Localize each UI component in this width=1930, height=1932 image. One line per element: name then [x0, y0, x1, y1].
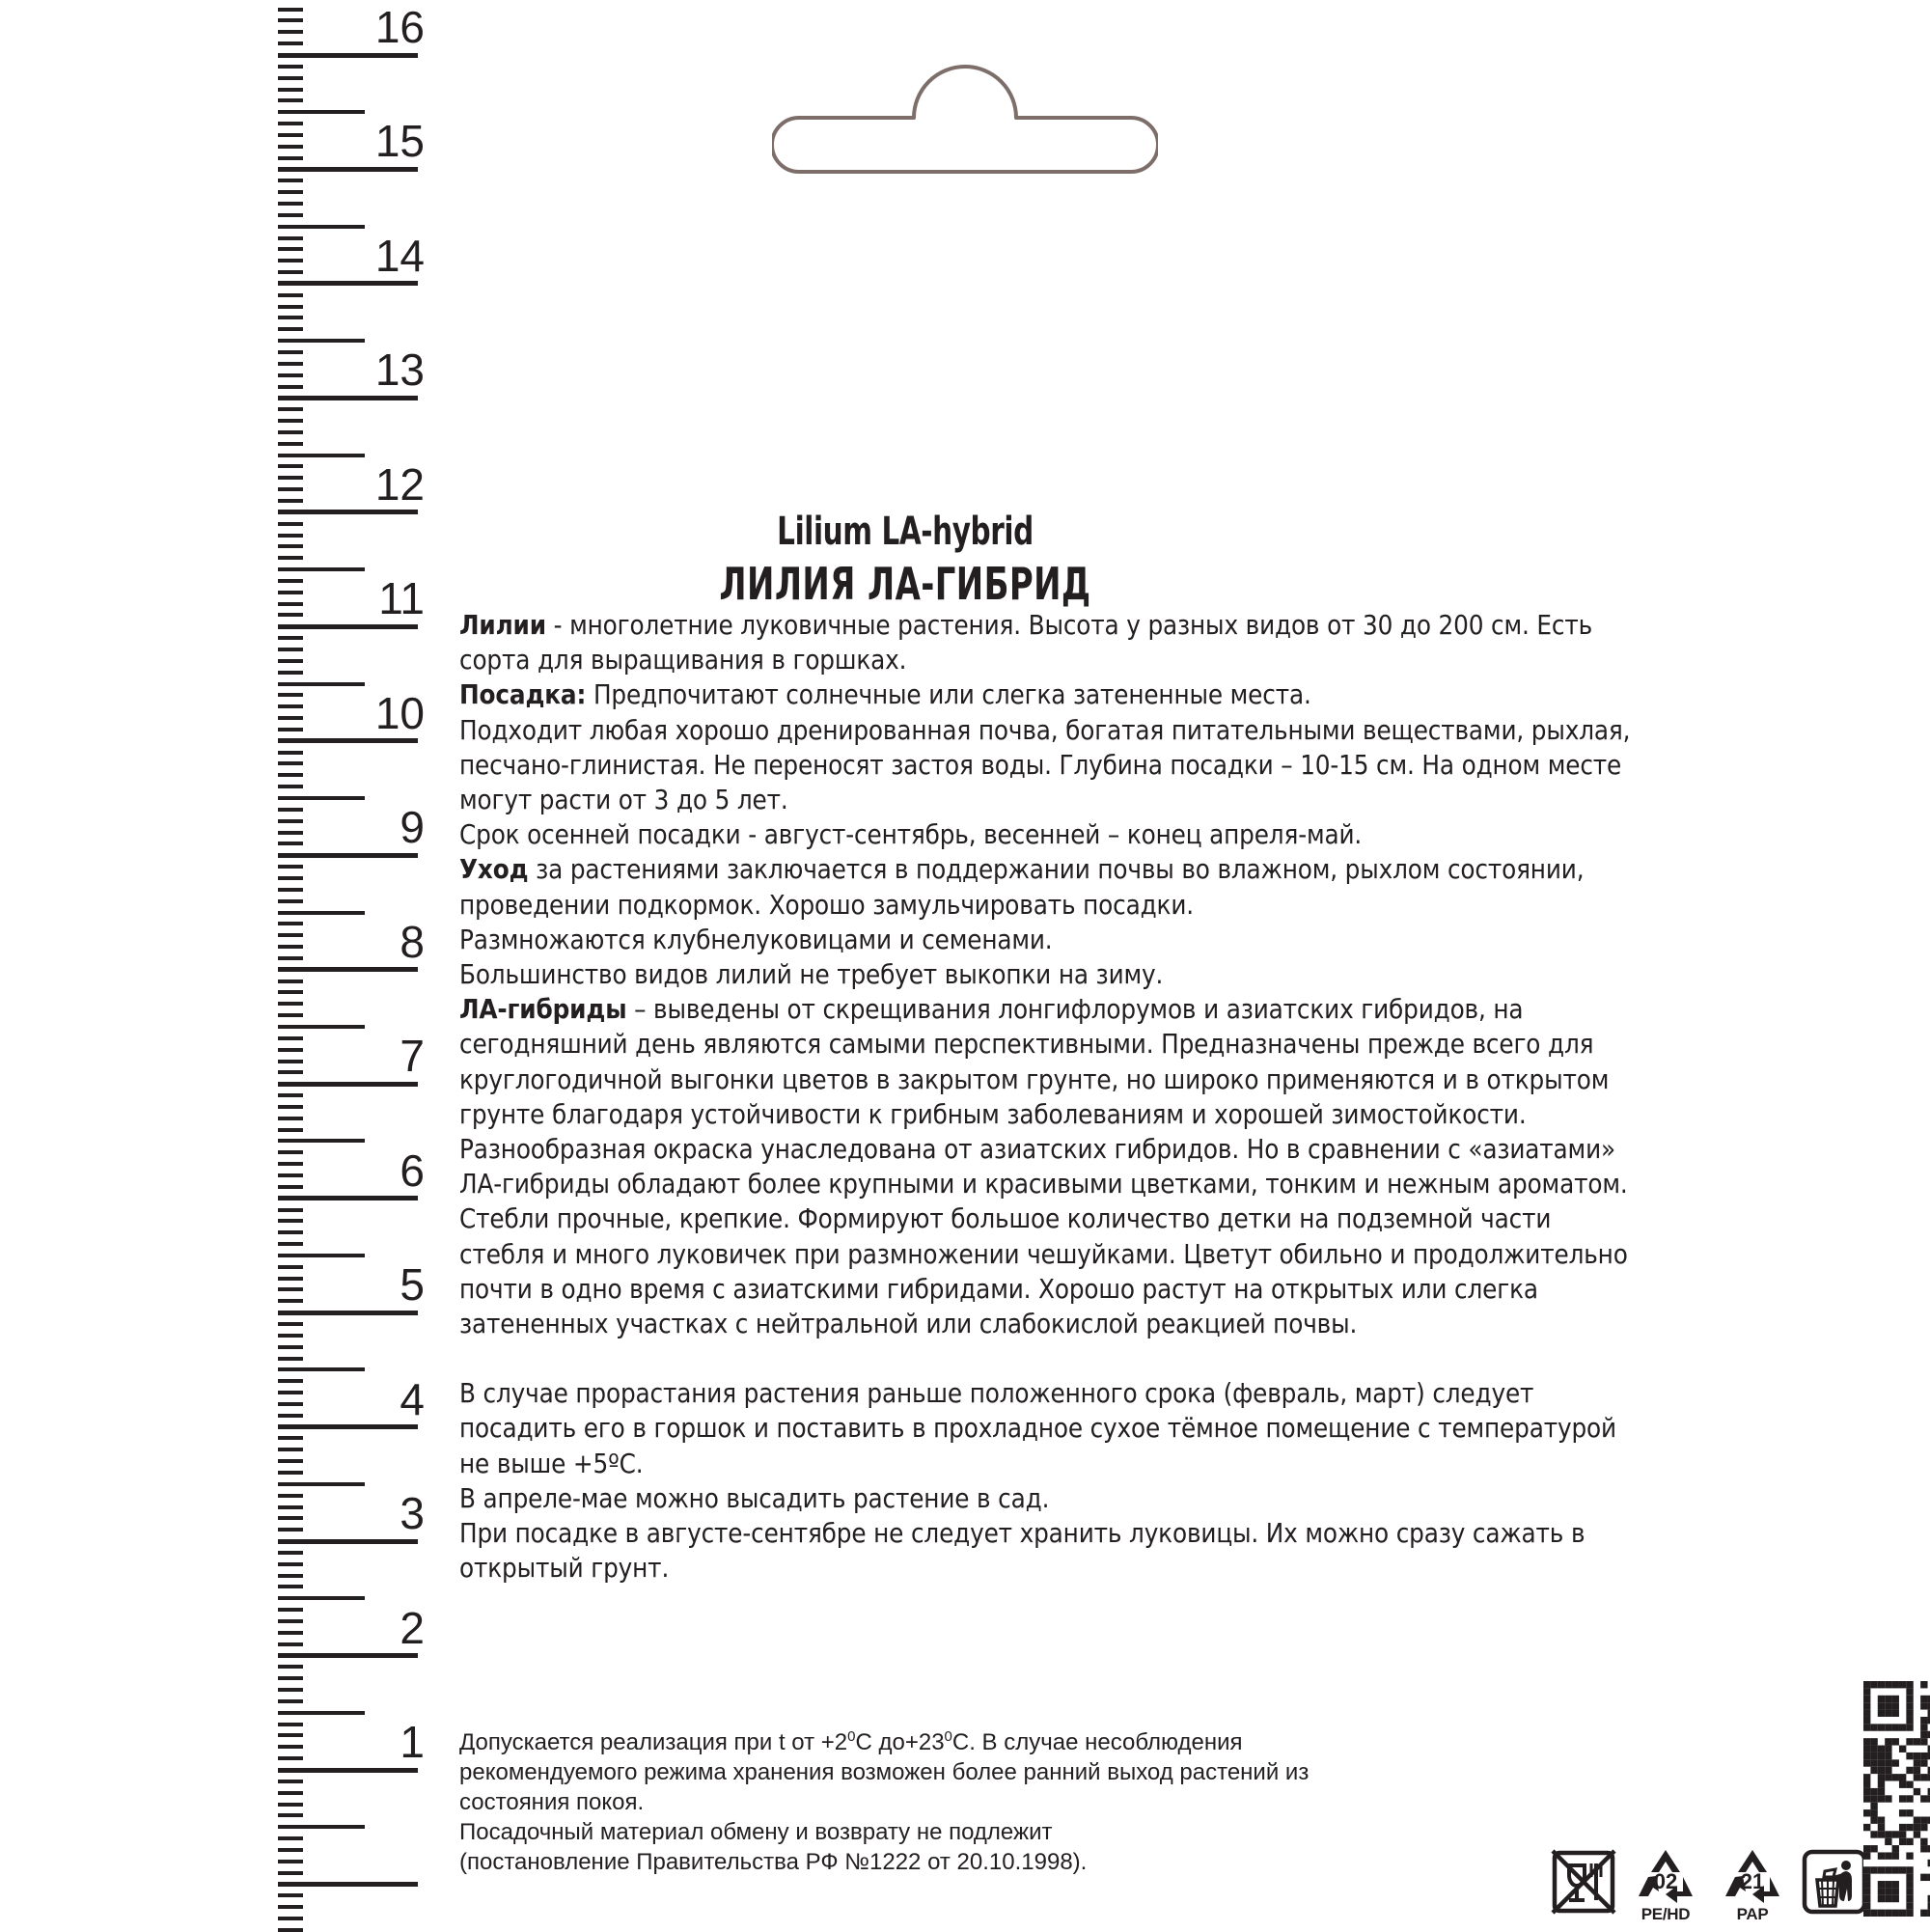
ruler-mm-tick [278, 888, 303, 892]
ruler-mm-tick [278, 1093, 303, 1097]
ruler-half-tick [278, 1825, 365, 1829]
ruler-mm-tick [278, 133, 303, 137]
ruler-cm-tick [278, 1768, 418, 1773]
ruler-mm-tick [278, 773, 303, 777]
ruler-mm-tick [278, 1471, 303, 1475]
ruler-mm-tick [278, 1287, 303, 1291]
ruler-mm-tick [278, 1676, 303, 1680]
pehd-number: 02 [1653, 1869, 1678, 1893]
ruler-mm-tick [278, 602, 303, 606]
ruler-mm-tick [278, 1117, 303, 1120]
ruler-label-3: 3 [400, 1488, 425, 1539]
ruler-half-tick [278, 454, 365, 457]
ruler-mm-tick [278, 579, 303, 583]
ruler-cm-tick [278, 738, 418, 743]
ruler-mm-tick [278, 1322, 303, 1326]
ruler-mm-tick [278, 1893, 303, 1897]
ruler-scale [0, 0, 454, 1930]
ruler-half-tick [278, 567, 365, 571]
ruler-mm-tick [278, 751, 303, 755]
ruler-mm-tick [278, 980, 303, 983]
ruler-cm-tick [278, 1539, 418, 1544]
tidyman-keep-clean-icon [1801, 1848, 1868, 1920]
ruler-mm-tick [278, 1688, 303, 1692]
ruler-mm-tick [278, 385, 303, 389]
ruler-mm-tick [278, 1608, 303, 1612]
ruler-mm-tick [278, 236, 303, 240]
ruler-half-tick [278, 1254, 365, 1257]
ruler-mm-tick [278, 76, 303, 80]
ruler-mm-tick [278, 1642, 303, 1646]
paragraph-lead: ЛА-гибриды [459, 994, 627, 1026]
ruler-half-tick [278, 225, 365, 229]
ruler-mm-tick [278, 487, 303, 491]
ruler-mm-tick [278, 556, 303, 560]
ruler-mm-tick [278, 693, 303, 697]
ruler-mm-tick [278, 1173, 303, 1177]
storage-temperature-note [459, 1727, 1328, 1757]
ruler-label-11: 11 [378, 573, 425, 624]
ruler-mm-tick [278, 293, 303, 297]
ruler-mm-tick [278, 362, 303, 366]
storage-note-line3: состояния покоя. [459, 1789, 645, 1815]
description-paragraph: В апреле-мае можно высадить растение в сад. [459, 1482, 1050, 1514]
ruler-mm-tick [278, 476, 303, 480]
ruler-mm-tick [278, 1048, 303, 1052]
ruler-mm-tick [278, 1060, 303, 1063]
ruler-half-tick [278, 1367, 365, 1371]
ruler-half-tick [278, 682, 365, 686]
ruler-mm-tick [278, 1562, 303, 1566]
ruler-mm-tick [278, 613, 303, 617]
ruler-half-tick [278, 1025, 365, 1029]
ruler-mm-tick [278, 1917, 303, 1920]
ruler-label-4: 4 [400, 1373, 425, 1424]
ruler-mm-tick [278, 122, 303, 125]
ruler-mm-tick [278, 1723, 303, 1726]
ruler-mm-tick [278, 1414, 303, 1418]
ruler-mm-tick [278, 145, 303, 149]
ruler-mm-tick [278, 350, 303, 354]
ruler-mm-tick [278, 1230, 303, 1234]
pehd-caption: PE/HD [1640, 1905, 1691, 1923]
ruler-mm-tick [278, 1402, 303, 1406]
ruler-label-9: 9 [400, 802, 425, 853]
ruler-label-2: 2 [400, 1602, 425, 1653]
ruler-mm-tick [278, 1665, 303, 1669]
description-paragraph: Срок осенней посадки - август-сентябрь, весенней – конец апреля-май. [459, 819, 1363, 851]
ruler-mm-tick [278, 865, 303, 869]
ruler-mm-tick [278, 190, 303, 194]
ruler-mm-tick [278, 956, 303, 960]
ruler-mm-tick [278, 8, 303, 12]
ruler-mm-tick [278, 1277, 303, 1281]
ruler-half-tick [278, 911, 365, 915]
ruler-mm-tick [278, 1334, 303, 1338]
ruler-mm-tick [278, 1459, 303, 1463]
ruler-cm-tick [278, 1082, 418, 1087]
legal-footer [459, 1727, 1328, 1877]
ruler-label-13: 13 [374, 345, 425, 396]
ruler-mm-tick [278, 1357, 303, 1361]
ruler-cm-tick [278, 167, 418, 172]
ruler-half-tick [278, 796, 365, 800]
ruler-mm-tick [278, 1516, 303, 1520]
ruler-mm-tick [278, 785, 303, 788]
paragraph-lead: Посадка: [459, 679, 587, 711]
ruler-cm-tick [278, 53, 418, 58]
ruler-mm-tick [278, 430, 303, 434]
ruler-cm-tick [278, 1882, 418, 1887]
ruler-half-tick [278, 110, 365, 114]
ruler-cm-tick [278, 1424, 418, 1429]
ruler-mm-tick [278, 1105, 303, 1109]
ruler-mm-tick [278, 407, 303, 411]
pap-caption: PAP [1736, 1905, 1769, 1923]
ruler-mm-tick [278, 1265, 303, 1269]
ruler-mm-tick [278, 1299, 303, 1303]
ruler-mm-tick [278, 808, 303, 812]
ruler-mm-tick [278, 316, 303, 319]
description-paragraph: При посадке в августе-сентябре не следует хранить луковицы. Их можно сразу сажать в открытый грунт. [459, 1518, 1585, 1585]
ruler-label-5: 5 [400, 1259, 425, 1311]
ruler-mm-tick [278, 65, 303, 69]
ruler-mm-tick [278, 41, 303, 45]
ruler-mm-tick [278, 591, 303, 594]
ruler-mm-tick [278, 88, 303, 92]
title-block [452, 510, 1359, 610]
ruler-mm-tick [278, 1745, 303, 1749]
ruler-mm-tick [278, 1836, 303, 1840]
ruler-mm-tick [278, 704, 303, 708]
ruler-half-tick [278, 1711, 365, 1715]
ruler-mm-tick [278, 1803, 303, 1807]
ruler-cm-tick [278, 624, 418, 629]
ruler-mm-tick [278, 842, 303, 845]
ruler-mm-tick [278, 1128, 303, 1132]
ruler-mm-tick [278, 1813, 303, 1817]
ruler-mm-tick [278, 1791, 303, 1795]
return-policy-line1: Посадочный материал обмену и возврату не подлежит [459, 1819, 1053, 1845]
ruler-label-10: 10 [374, 687, 425, 738]
ruler-mm-tick [278, 213, 303, 217]
temp-note-part1: Допускается реализация при t от +2 [459, 1729, 848, 1755]
recycle-pap-icon [1714, 1846, 1791, 1923]
description-paragraph: Посадка: Предпочитают солнечные или слегка затененные места. [459, 679, 1311, 711]
ruler-cm-tick [278, 1653, 418, 1658]
ruler-mm-tick [278, 98, 303, 102]
paragraph-gap [459, 1341, 1635, 1376]
ruler-mm-tick [278, 1619, 303, 1623]
ruler-mm-tick [278, 1013, 303, 1017]
ruler-mm-tick [278, 327, 303, 331]
ruler-mm-tick [278, 522, 303, 526]
ruler-mm-tick [278, 1551, 303, 1555]
description-paragraph: Большинство видов лилий не требует выкопки на зиму. [459, 959, 1164, 991]
temp-note-part2: С до+23 [855, 1729, 945, 1755]
recycle-pehd-icon [1627, 1846, 1704, 1923]
ruler-mm-tick [278, 1345, 303, 1349]
ruler-label-7: 7 [400, 1031, 425, 1082]
ruler-mm-tick [278, 442, 303, 446]
ruler-label-15: 15 [374, 116, 425, 167]
ruler-label-12: 12 [374, 458, 425, 510]
description-paragraph: Размножаются клубнелуковицами и семенами. [459, 924, 1053, 955]
ruler-mm-tick [278, 1391, 303, 1394]
ruler-mm-tick [278, 156, 303, 160]
ruler-mm-tick [278, 544, 303, 548]
ruler-mm-tick [278, 1699, 303, 1703]
ruler-mm-tick [278, 18, 303, 22]
pap-number: 21 [1740, 1869, 1765, 1893]
ruler-mm-tick [278, 671, 303, 675]
ruler-half-tick [278, 1139, 365, 1143]
ruler-mm-tick [278, 30, 303, 34]
not-for-food-contact-icon [1550, 1848, 1617, 1920]
ruler-mm-tick [278, 373, 303, 377]
ruler-mm-tick [278, 1036, 303, 1040]
ruler-label-6: 6 [400, 1145, 425, 1196]
description-paragraph: Подходит любая хорошо дренированная почва, богатая питательными веществами, рыхлая, песчано-глинистая. Не переносят застоя воды. Глубина посадки – 10-15 см. На одном месте могут расти от 3 до 5 лет. [459, 714, 1631, 816]
marking-icons [1550, 1812, 1839, 1923]
ruler-mm-tick [278, 899, 303, 903]
storage-note-line2: рекомендуемого режима хранения возможен более ранний выход растений из [459, 1759, 1310, 1785]
ruler-cm-tick [278, 967, 418, 972]
ruler-mm-tick [278, 1219, 303, 1223]
ruler-mm-tick [278, 1150, 303, 1154]
description-text [459, 608, 1635, 1586]
ruler-mm-tick [278, 419, 303, 423]
ruler-mm-tick [278, 1585, 303, 1588]
ruler-mm-tick [278, 659, 303, 663]
ruler-mm-tick [278, 1505, 303, 1509]
ruler-mm-tick [278, 499, 303, 503]
ruler-mm-tick [278, 831, 303, 835]
ruler-mm-tick [278, 1070, 303, 1074]
ruler-half-tick [278, 339, 365, 343]
ruler-mm-tick [278, 933, 303, 937]
degree-sup-2: 0 [944, 1728, 952, 1745]
russian-name: ЛИЛИЯ ЛА-ГИБРИД [719, 558, 1091, 610]
ruler-mm-tick [278, 819, 303, 823]
ruler-label-14: 14 [374, 230, 425, 281]
ruler-mm-tick [278, 1905, 303, 1909]
qr-code[interactable] [1863, 1681, 1930, 1917]
ruler-mm-tick [278, 1574, 303, 1578]
ruler-half-tick [278, 1482, 365, 1486]
description-paragraph: Уход за растениями заключается в поддержании почвы во влажном, рыхлом состоянии, проведении подкормок. Хорошо замульчировать посадки. [459, 854, 1585, 921]
ruler-cm-tick [278, 1196, 418, 1201]
ruler-mm-tick [278, 1162, 303, 1166]
temp-note-part3: С. В случае несоблюдения [951, 1729, 1243, 1755]
ruler-cm-tick [278, 396, 418, 400]
ruler-mm-tick [278, 1860, 303, 1863]
ruler-mm-tick [278, 1436, 303, 1440]
ruler-mm-tick [278, 534, 303, 538]
ruler-mm-tick [278, 1756, 303, 1760]
ruler-mm-tick [278, 1780, 303, 1783]
description-paragraph: В случае прорастания растения раньше положенного срока (февраль, март) следует посадить его в горшок и поставить в прохладное сухое тёмное помещение с температурой не выше +5ºС. [459, 1378, 1616, 1479]
degree-sup-1: 0 [847, 1728, 856, 1745]
ruler-mm-tick [278, 1002, 303, 1006]
ruler-mm-tick [278, 1528, 303, 1532]
ruler-mm-tick [278, 1871, 303, 1875]
ruler-mm-tick [278, 636, 303, 640]
ruler-half-tick [278, 1596, 365, 1600]
paragraph-lead: Лилии [459, 610, 546, 641]
ruler-cm-tick [278, 853, 418, 858]
ruler-mm-tick [278, 1208, 303, 1212]
ruler-mm-tick [278, 179, 303, 182]
ruler-label-1: 1 [400, 1717, 425, 1767]
ruler-mm-tick [278, 1733, 303, 1737]
ruler-label-16: 16 [374, 2, 425, 52]
ruler-mm-tick [278, 990, 303, 994]
ruler-mm-tick [278, 922, 303, 925]
ruler-mm-tick [278, 1242, 303, 1246]
description-paragraph: ЛА-гибриды – выведены от скрещивания лонгифлорумов и азиатских гибридов, на сегодняшний день являются самыми перспективными. Предназначены прежде всего для круглогодичной выгонки цветов в закрытом грунте, но широко применяются и в открытом грунте благодаря устойчивости к грибным заболеваниям и хорошей зимостойкости. Разнообразная окраска унаследована от азиатских гибридов. Но в сравнении с «азиатами» ЛА-гибриды обладают более крупными и красивыми цветками, тонким и нежным ароматом. Стебли прочные, крепкие. Формируют большое количество детки на подземной части стебля и много луковичек при размножении чешуйками. Цветут обильно и продолжительно почти в одно время с азиатскими гибридами. Хорошо растут на открытых или слегка затененных участках с нейтральной или слабокислой реакцией почвы. [459, 994, 1628, 1340]
ruler-cm-tick [278, 510, 418, 514]
ruler-label-8: 8 [400, 916, 425, 967]
description-paragraph: Лилии - многолетние луковичные растения. Высота у разных видов от 30 до 200 см. Есть сорта для выращивания в горшках. [459, 610, 1593, 676]
ruler-mm-tick [278, 1631, 303, 1635]
ruler-mm-tick [278, 1379, 303, 1383]
ruler-mm-tick [278, 716, 303, 720]
return-policy-line2: (постановление Правительства РФ №1222 от 20.10.1998). [459, 1849, 1088, 1875]
content-column [452, 0, 1899, 1930]
ruler-mm-tick [278, 202, 303, 206]
ruler-mm-tick [278, 876, 303, 880]
ruler-mm-tick [278, 1494, 303, 1498]
ruler-mm-tick [278, 1848, 303, 1852]
ruler-cm-tick [278, 1311, 418, 1315]
ruler-mm-tick [278, 648, 303, 651]
ruler-mm-tick [278, 728, 303, 731]
ruler-cm-tick [278, 281, 418, 286]
paragraph-lead: Уход [459, 854, 529, 886]
ruler-mm-tick [278, 945, 303, 949]
ruler-mm-tick [278, 270, 303, 274]
ruler-mm-tick [278, 1185, 303, 1189]
ruler-mm-tick [278, 305, 303, 309]
ruler-mm-tick [278, 761, 303, 765]
latin-name: Lilium LA-hybrid [777, 510, 1034, 554]
ruler-mm-tick [278, 1448, 303, 1451]
ruler-mm-tick [278, 464, 303, 468]
ruler-mm-tick [278, 247, 303, 251]
ruler-mm-tick [278, 259, 303, 262]
